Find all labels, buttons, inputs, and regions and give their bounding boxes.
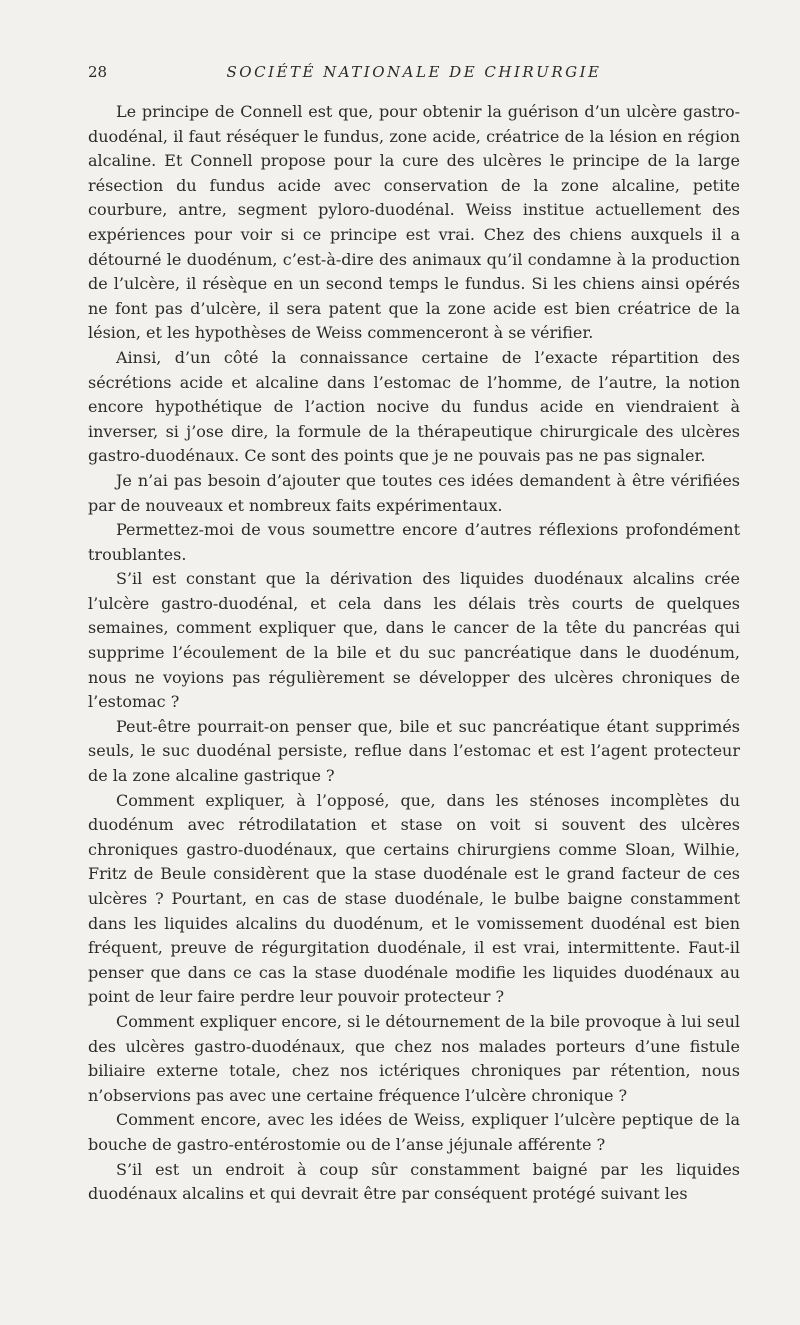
- page-header: [88, 60, 740, 84]
- paragraph-secretions: Ainsi, d’un côté la connaissance certaine de l’exacte répartition des sécrétions acide et alcaline dans l’estomac de l’homme, de l’autre, la notion encore hypothétique de l’action nocive du fundus acide en viendraient à inverser, si j’ose dire, la formule de la thérapeutique chirurgicale des ulcères gastro-duodénaux. Ce sont des points que je ne pouvais pas ne pas signaler.: [88, 347, 740, 466]
- paragraph-duodenal-stenosis: Comment expliquer, à l’opposé, que, dans les sténoses incomplètes du duodénum avec rétrodilatation et stase on voit si souvent des ulcères chroniques gastro-duodénaux, que certains chirurgiens comme Sloan, Wilhie, Fritz de Beule considèrent que la stase duodénale est le grand facteur de ces ulcères ? Pourtant, en cas de stase duodénale, le bulbe baigne constamment dans les liquides alcalins du duodénum, et le vomissement duodénal est bien fréquent, preuve de régurgitation duodénale, il est vrai, intermittente. Faut-il penser que dans ce cas la stase duodénale modifie les liquides duodénaux au point de leur faire perdre leur pouvoir protecteur ?: [88, 790, 740, 1007]
- paragraph-reflections: Permettez-moi de vous soumettre encore d’autres réflexions profondément troublantes.: [88, 520, 740, 564]
- paragraph-pancreas-cancer: S’il est constant que la dérivation des liquides duodénaux alcalins crée l’ulcère gastro-duodénal, et cela dans les délais très courts de quelques semaines, comment expliquer que, dans le cancer de la tête du pancréas qui supprime l’écoulement de la bile et du suc pancréatique dans le duodénum, nous ne voyions pas régulièrement se développer des ulcères chroniques de l’estomac ?: [88, 569, 740, 712]
- paragraph-connell-principle: Le principe de Connell est que, pour obtenir la guérison d’un ulcère gastro-duodénal, il faut réséquer le fundus, zone acide, créatrice de la lésion en région alcaline. Et Connell propose pour la cure des ulcères le principe de la large résection du fundus acide avec conservation de la zone alcaline, petite courbure, antre, segment pyloro-duodénal. Weiss institue actuellement des expériences pour voir si ce principe est vrai. Chez des chiens auxquels il a détourné le duodénum, c’est-à-dire des animaux qu’il condamne à la production de l’ulcère, il résèque en un second temps le fundus. Si les chiens ainsi opérés ne font pas d’ulcère, il sera patent que la zone acide est bien créatrice de la lésion, et les hypothèses de Weiss commenceront à se vérifier.: [88, 102, 740, 343]
- article-body: [88, 100, 740, 1207]
- paragraph-verification: Je n’ai pas besoin d’ajouter que toutes ces idées demandent à être vérifiées par de nouveaux et nombreux faits expérimentaux.: [88, 470, 740, 515]
- paragraph-duodenal-juice: Peut-être pourrait-on penser que, bile et suc pancréatique étant supprimés seuls, le suc duodénal persiste, reflue dans l’estomac et est l’agent protecteur de la zone alcaline gastrique ?: [88, 716, 740, 786]
- paragraph-biliary-fistula: Comment expliquer encore, si le détournement de la bile provoque à lui seul des ulcères gastro-duodénaux, que chez nos malades porteurs d’une fistule biliaire externe totale, chez nos ictériques chroniques par rétention, nous n’observions pas avec une certaine fréquence l’ulcère chronique ?: [88, 1011, 740, 1105]
- running-title: SOCIÉTÉ NATIONALE DE CHIRURGIE: [226, 63, 602, 81]
- paragraph-alkaline-zone: S’il est un endroit à coup sûr constamment baigné par les liquides duodénaux alcalins et qui devrait être par conséquent protégé suivant les: [88, 1159, 740, 1204]
- page-number: 28: [88, 63, 108, 81]
- paragraph-peptic-ulcer: Comment encore, avec les idées de Weiss, expliquer l’ulcère peptique de la bouche de gastro-entérostomie ou de l’anse jéjunale afférente ?: [88, 1110, 740, 1154]
